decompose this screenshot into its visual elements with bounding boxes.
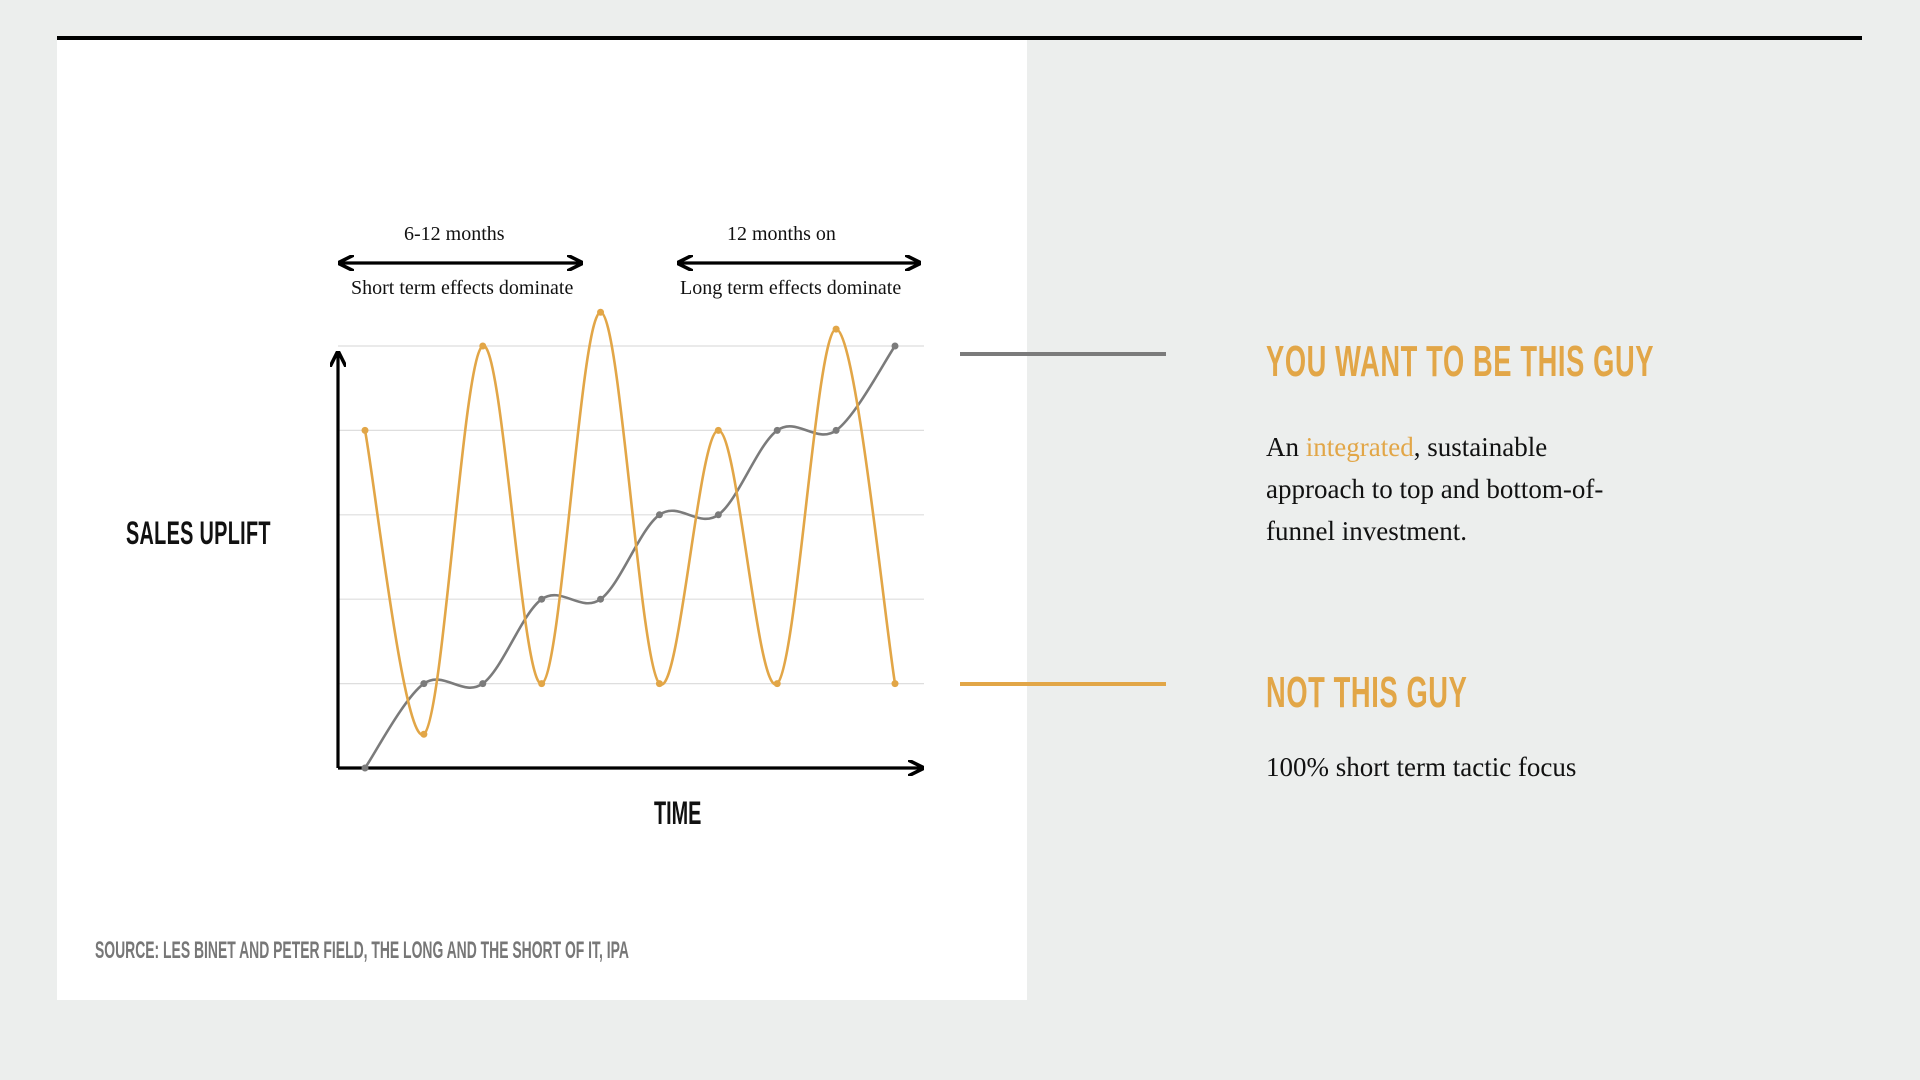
data-point — [597, 596, 604, 603]
data-point — [597, 309, 604, 316]
data-point — [656, 511, 663, 518]
data-point — [892, 680, 899, 687]
data-point — [420, 731, 427, 738]
series-line-1 — [365, 312, 895, 735]
legend-good-desc-post: , sustainable approach to top and bottom-of-funnel investment. — [1266, 432, 1604, 546]
period2-caption: Long term effects dominate — [680, 277, 902, 299]
legend-line-gray — [960, 352, 1166, 356]
legend-good-title: YOU WANT TO BE THIS GUY — [1266, 337, 1655, 386]
x-axis-label: TIME — [654, 795, 702, 831]
series-line-0 — [365, 346, 895, 768]
data-point — [538, 680, 545, 687]
legend-bad-desc: 100% short term tactic focus — [1266, 752, 1577, 782]
data-point — [774, 427, 781, 434]
period1-label: 6-12 months — [404, 223, 505, 245]
series-lines — [365, 312, 895, 768]
legend-good-desc-highlight: integrated — [1305, 432, 1414, 462]
data-point — [833, 326, 840, 333]
legend-line-orange — [960, 682, 1166, 686]
data-point — [892, 343, 899, 350]
legend-good-desc — [1266, 426, 1626, 552]
data-point — [656, 680, 663, 687]
data-point — [715, 511, 722, 518]
data-point — [538, 596, 545, 603]
period2-label: 12 months on — [727, 223, 836, 245]
legend-bad-title: NOT THIS GUY — [1266, 668, 1468, 717]
data-point — [833, 427, 840, 434]
data-point — [479, 343, 486, 350]
data-point — [774, 680, 781, 687]
data-point — [362, 427, 369, 434]
legend-good-desc-pre: An — [1266, 432, 1306, 462]
gridlines — [338, 346, 924, 684]
data-point — [362, 765, 369, 772]
source-note: SOURCE: LES BINET AND PETER FIELD, THE LONG AND THE SHORT OF IT, IPA — [95, 937, 629, 964]
axes — [338, 263, 921, 768]
data-point — [479, 680, 486, 687]
period1-caption: Short term effects dominate — [351, 277, 574, 299]
series-points — [362, 309, 899, 772]
data-point — [420, 680, 427, 687]
y-axis-label: SALES UPLIFT — [126, 515, 271, 551]
data-point — [715, 427, 722, 434]
